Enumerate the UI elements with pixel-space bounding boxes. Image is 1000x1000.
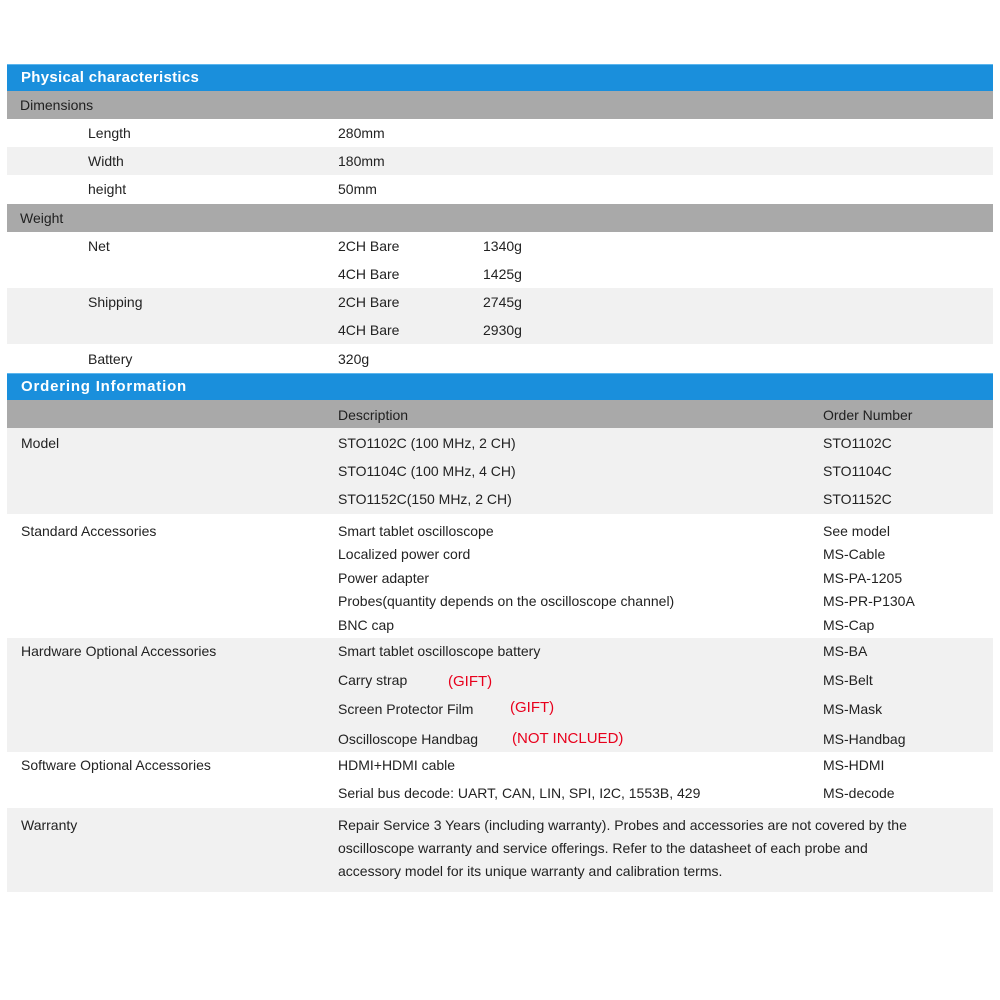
height-label: height xyxy=(88,181,127,197)
hardware-desc-4: Oscilloscope Handbag xyxy=(338,731,479,747)
standard-order-2: MS-Cable xyxy=(823,546,886,562)
battery-value: 320g xyxy=(338,351,370,367)
length-label: Length xyxy=(88,125,131,141)
warranty-line-2: oscilloscope warranty and service offerings. Refer to the datasheet of each probe and xyxy=(338,840,868,856)
software-order-2: MS-decode xyxy=(823,785,895,801)
width-row-bg xyxy=(7,147,993,175)
model-desc-1: STO1102C (100 MHz, 2 CH) xyxy=(338,435,516,451)
net-2ch-label: 2CH Bare xyxy=(338,238,400,254)
standard-desc-5: BNC cap xyxy=(338,617,395,633)
model-label: Model xyxy=(21,435,60,451)
width-label: Width xyxy=(88,153,124,169)
standard-order-3: MS-PA-1205 xyxy=(823,570,903,586)
standard-order-4: MS-PR-P130A xyxy=(823,593,915,609)
shipping-2ch-value: 2745g xyxy=(483,294,522,310)
model-order-1: STO1102C xyxy=(823,435,892,451)
handbag-not-included-note: (NOT INCLUED) xyxy=(512,730,624,747)
model-desc-3: STO1152C(150 MHz, 2 CH) xyxy=(338,491,512,507)
software-desc-1: HDMI+HDMI cable xyxy=(338,757,456,773)
net-4ch-label: 4CH Bare xyxy=(338,266,400,282)
standard-accessories-label: Standard Accessories xyxy=(21,523,157,539)
shipping-2ch-label: 2CH Bare xyxy=(338,294,400,310)
height-value: 50mm xyxy=(338,181,377,197)
column-header-description: Description xyxy=(338,407,409,423)
model-order-3: STO1152C xyxy=(823,491,892,507)
dimensions-header: Dimensions xyxy=(7,91,993,119)
standard-order-5: MS-Cap xyxy=(823,617,875,633)
standard-desc-2: Localized power cord xyxy=(338,546,471,562)
standard-desc-1: Smart tablet oscilloscope xyxy=(338,523,494,539)
weight-header: Weight xyxy=(7,204,993,232)
software-order-1: MS-HDMI xyxy=(823,757,885,773)
width-value: 180mm xyxy=(338,153,385,169)
standard-order-1: See model xyxy=(823,523,890,539)
hardware-order-1: MS-BA xyxy=(823,643,868,659)
hardware-desc-2: Carry strap xyxy=(338,672,408,688)
ordering-information-header: Ordering Information xyxy=(7,373,993,400)
hardware-accessories-label: Hardware Optional Accessories xyxy=(21,643,217,659)
warranty-line-1: Repair Service 3 Years (including warranty). Probes and accessories are not covered by the xyxy=(338,817,907,833)
screen-protector-gift-note: (GIFT) xyxy=(510,699,555,716)
length-row-bg xyxy=(7,119,993,147)
carry-strap-gift-note: (GIFT) xyxy=(448,673,493,690)
height-row-bg xyxy=(7,175,993,203)
shipping-label: Shipping xyxy=(88,294,143,310)
net-2ch-value: 1340g xyxy=(483,238,522,254)
software-desc-2: Serial bus decode: UART, CAN, LIN, SPI, I2C, 1553B, 429 xyxy=(338,785,701,801)
hardware-order-4: MS-Handbag xyxy=(823,731,906,747)
hardware-desc-1: Smart tablet oscilloscope battery xyxy=(338,643,541,659)
software-accessories-label: Software Optional Accessories xyxy=(21,757,211,773)
hardware-desc-3: Screen Protector Film xyxy=(338,701,474,717)
hardware-order-3: MS-Mask xyxy=(823,701,883,717)
length-value: 280mm xyxy=(338,125,385,141)
model-desc-2: STO1104C (100 MHz, 4 CH) xyxy=(338,463,516,479)
battery-row-bg xyxy=(7,344,993,372)
hardware-order-2: MS-Belt xyxy=(823,672,873,688)
physical-characteristics-header: Physical characteristics xyxy=(7,64,993,91)
shipping-4ch-value: 2930g xyxy=(483,322,522,338)
warranty-line-3: accessory model for its unique warranty and calibration terms. xyxy=(338,863,723,879)
standard-desc-4: Probes(quantity depends on the oscilloscope channel) xyxy=(338,593,675,609)
shipping-4ch-label: 4CH Bare xyxy=(338,322,400,338)
warranty-label: Warranty xyxy=(21,817,78,833)
net-label: Net xyxy=(88,238,110,254)
model-order-2: STO1104C xyxy=(823,463,892,479)
net-4ch-value: 1425g xyxy=(483,266,522,282)
standard-desc-3: Power adapter xyxy=(338,570,430,586)
battery-label: Battery xyxy=(88,351,133,367)
column-header-order-number: Order Number xyxy=(823,407,913,423)
